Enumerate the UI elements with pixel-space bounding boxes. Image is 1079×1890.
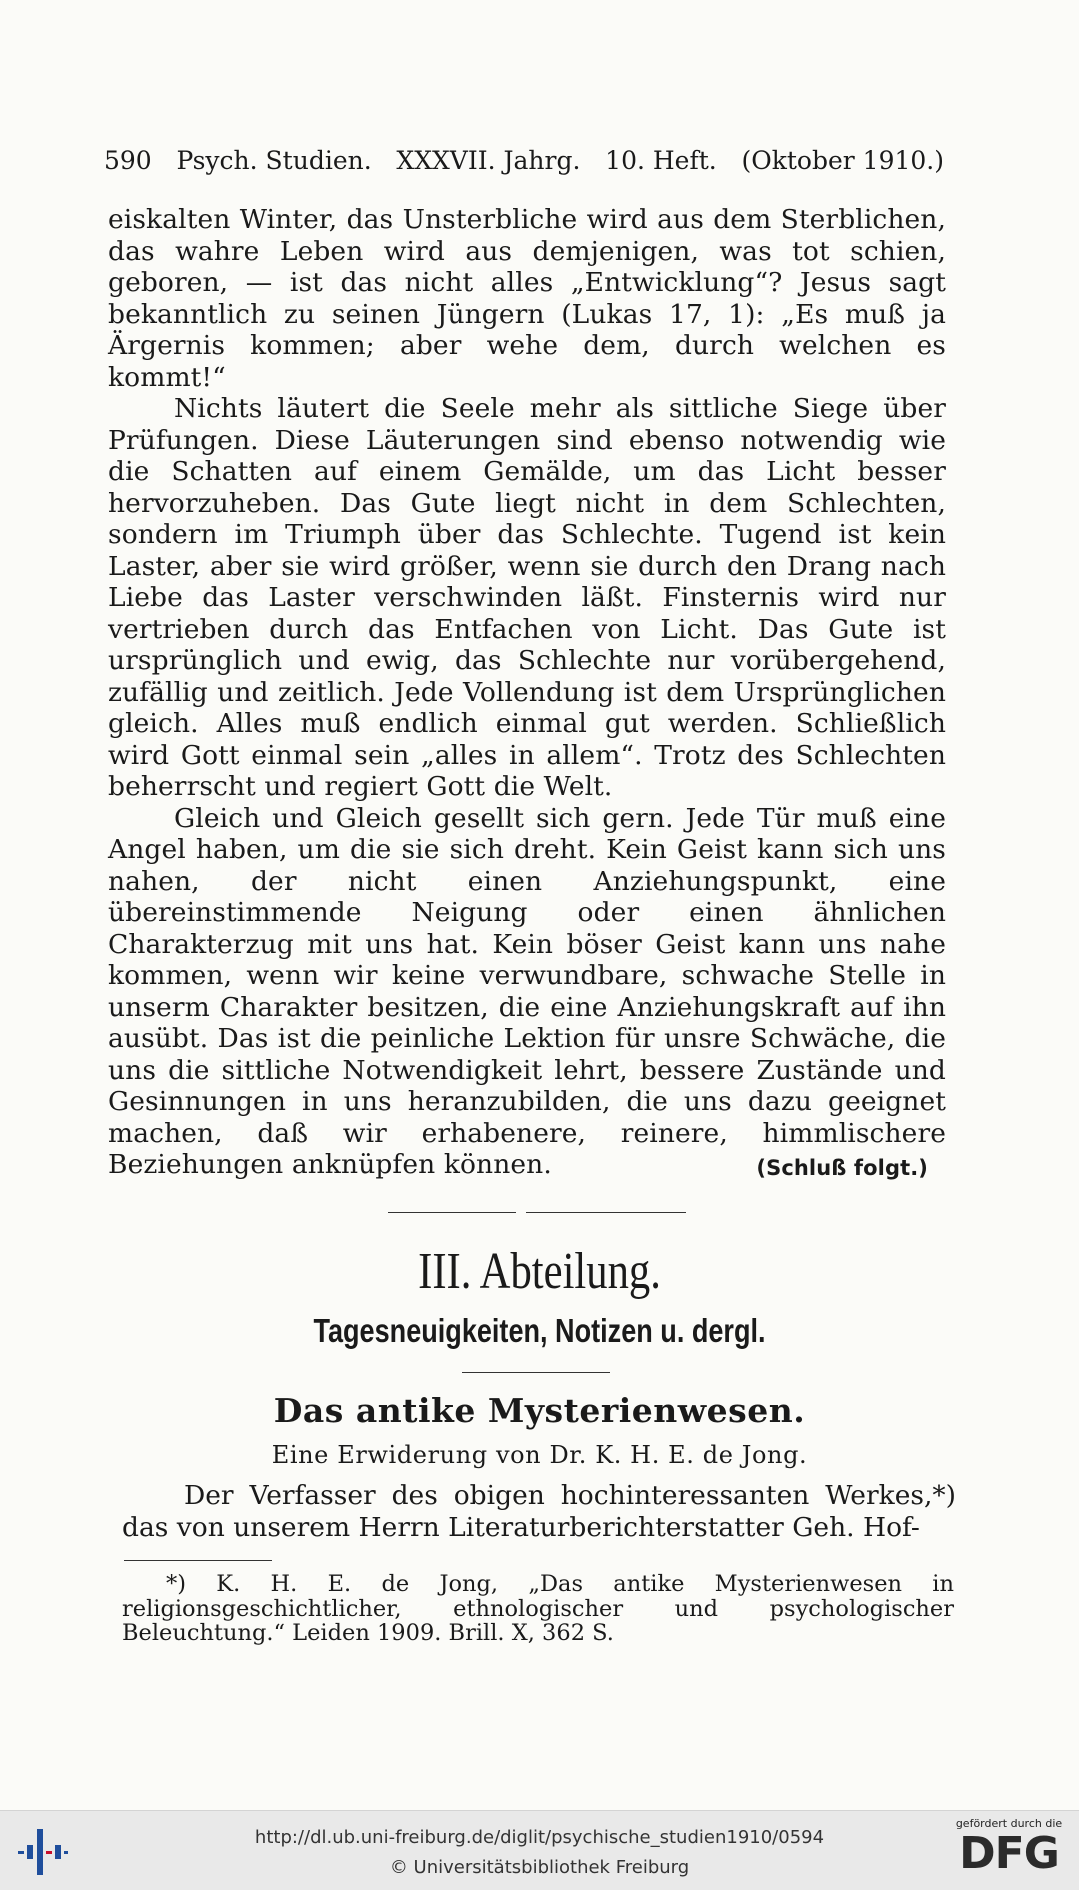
continued-note: (Schluß folgt.) bbox=[756, 1156, 928, 1180]
viewer-footer bbox=[0, 1810, 1079, 1890]
footnote-text: *) K. H. E. de Jong, „Das antike Mysterienwesen in religionsgeschichtlicher, ethnologischer und psychologischer Beleuchtung.“ Leiden 1909. Brill. X, 362 S. bbox=[122, 1571, 954, 1646]
subtitle-divider bbox=[462, 1372, 610, 1373]
issue-date: (Oktober 1910.) bbox=[741, 146, 944, 175]
sponsor-caption: gefördert durch die bbox=[955, 1817, 1063, 1830]
section-divider-right bbox=[526, 1212, 686, 1213]
section-title: III. Abteilung. bbox=[418, 1243, 661, 1300]
section-subtitle: Tagesneuigkeiten, Notizen u. dergl. bbox=[313, 1312, 766, 1349]
dfg-logo: DFG bbox=[959, 1828, 1059, 1879]
body-paragraph-3 bbox=[108, 803, 946, 1181]
volume-label: XXXVII. Jahrg. bbox=[396, 146, 581, 175]
section-divider-left bbox=[388, 1212, 516, 1213]
footnote bbox=[122, 1572, 954, 1646]
article-text bbox=[122, 1480, 956, 1543]
article-title: Das antike Mysterienwesen. bbox=[273, 1391, 806, 1430]
copyright-notice: © Universitätsbibliothek Freiburg bbox=[389, 1857, 690, 1878]
footnote-rule bbox=[124, 1560, 272, 1561]
body-paragraph-2: Nichts läutert die Seele mehr als sittliche Siege über Prüfungen. Diese Läuterungen sind ebenso notwendig wie die Schatten auf einem Gemälde, um das Licht besser hervorzuheben. Das Gute liegt nicht in dem Schlechten, sondern im Triumph über das Schlechte. Tugend ist kein Laster, aber sie wird größer, wenn sie durch den Drang nach Liebe das Laster verschwinden läßt. Finsternis wird nur vertrieben durch das Entfachen von Licht. Das Gute ist ursprünglich und ewig, das Schlechte nur vorübergehend, zufällig und zeitlich. Jede Vollendung ist dem Ursprünglichen gleich. Alles muß endlich einmal gut werden. Schließlich wird Gott einmal sein „alles in allem“. Trotz des Schlechten beherrscht und regiert Gott die Welt. bbox=[108, 393, 946, 802]
issue-label: 10. Heft. bbox=[605, 146, 717, 175]
article-byline: Eine Erwiderung von Dr. K. H. E. de Jong. bbox=[271, 1441, 808, 1469]
body-paragraph-3-text: Gleich und Gleich gesellt sich gern. Jede Tür muß eine Angel haben, um die sie sich dreht. Kein Geist kann sich uns nahen, der nicht einen Anziehungspunkt, eine übereinstimmende Neigung oder einen ähnlichen Charakterzug mit uns hat. Kein böser Geist kann uns nahe kommen, wenn wir keine verwundbare, schwache Stelle in unserm Charakter besitzen, die eine Anziehungskraft auf ihn ausübt. Das ist die peinliche Lektion für unsre Schwäche, die uns die sittliche Notwendigkeit lehrt, bessere Zustände und Gesinnungen in uns heranzubilden, die uns dazu geeignet machen, daß wir erhabenere, reinere, himmlischere Beziehungen anknüpfen können. bbox=[108, 802, 946, 1180]
journal-name: Psych. Studien. bbox=[176, 146, 372, 175]
article-paragraph: Der Verfasser des obigen hochinteressanten Werkes,*) das von unserem Herrn Literaturberichterstatter Geh. Hof- bbox=[122, 1480, 956, 1543]
body-paragraph-1: eiskalten Winter, das Unsterbliche wird aus dem Sterblichen, das wahre Leben wird aus demjenigen, was tot schien, geboren, — ist das nicht alles „Entwicklung“? Jesus sagt bekanntlich zu seinen Jüngern (Lukas 17, 1): „Es muß ja Ärgernis kommen; aber wehe dem, durch welchen es kommt!“ bbox=[108, 204, 946, 393]
permalink-url[interactable]: http://dl.ub.uni-freiburg.de/diglit/psychische_studien1910/0594 bbox=[254, 1827, 825, 1848]
page-number: 590 bbox=[104, 146, 152, 175]
running-head bbox=[104, 146, 944, 176]
dfg-sponsor[interactable] bbox=[949, 1817, 1069, 1887]
body-text bbox=[108, 204, 946, 1185]
